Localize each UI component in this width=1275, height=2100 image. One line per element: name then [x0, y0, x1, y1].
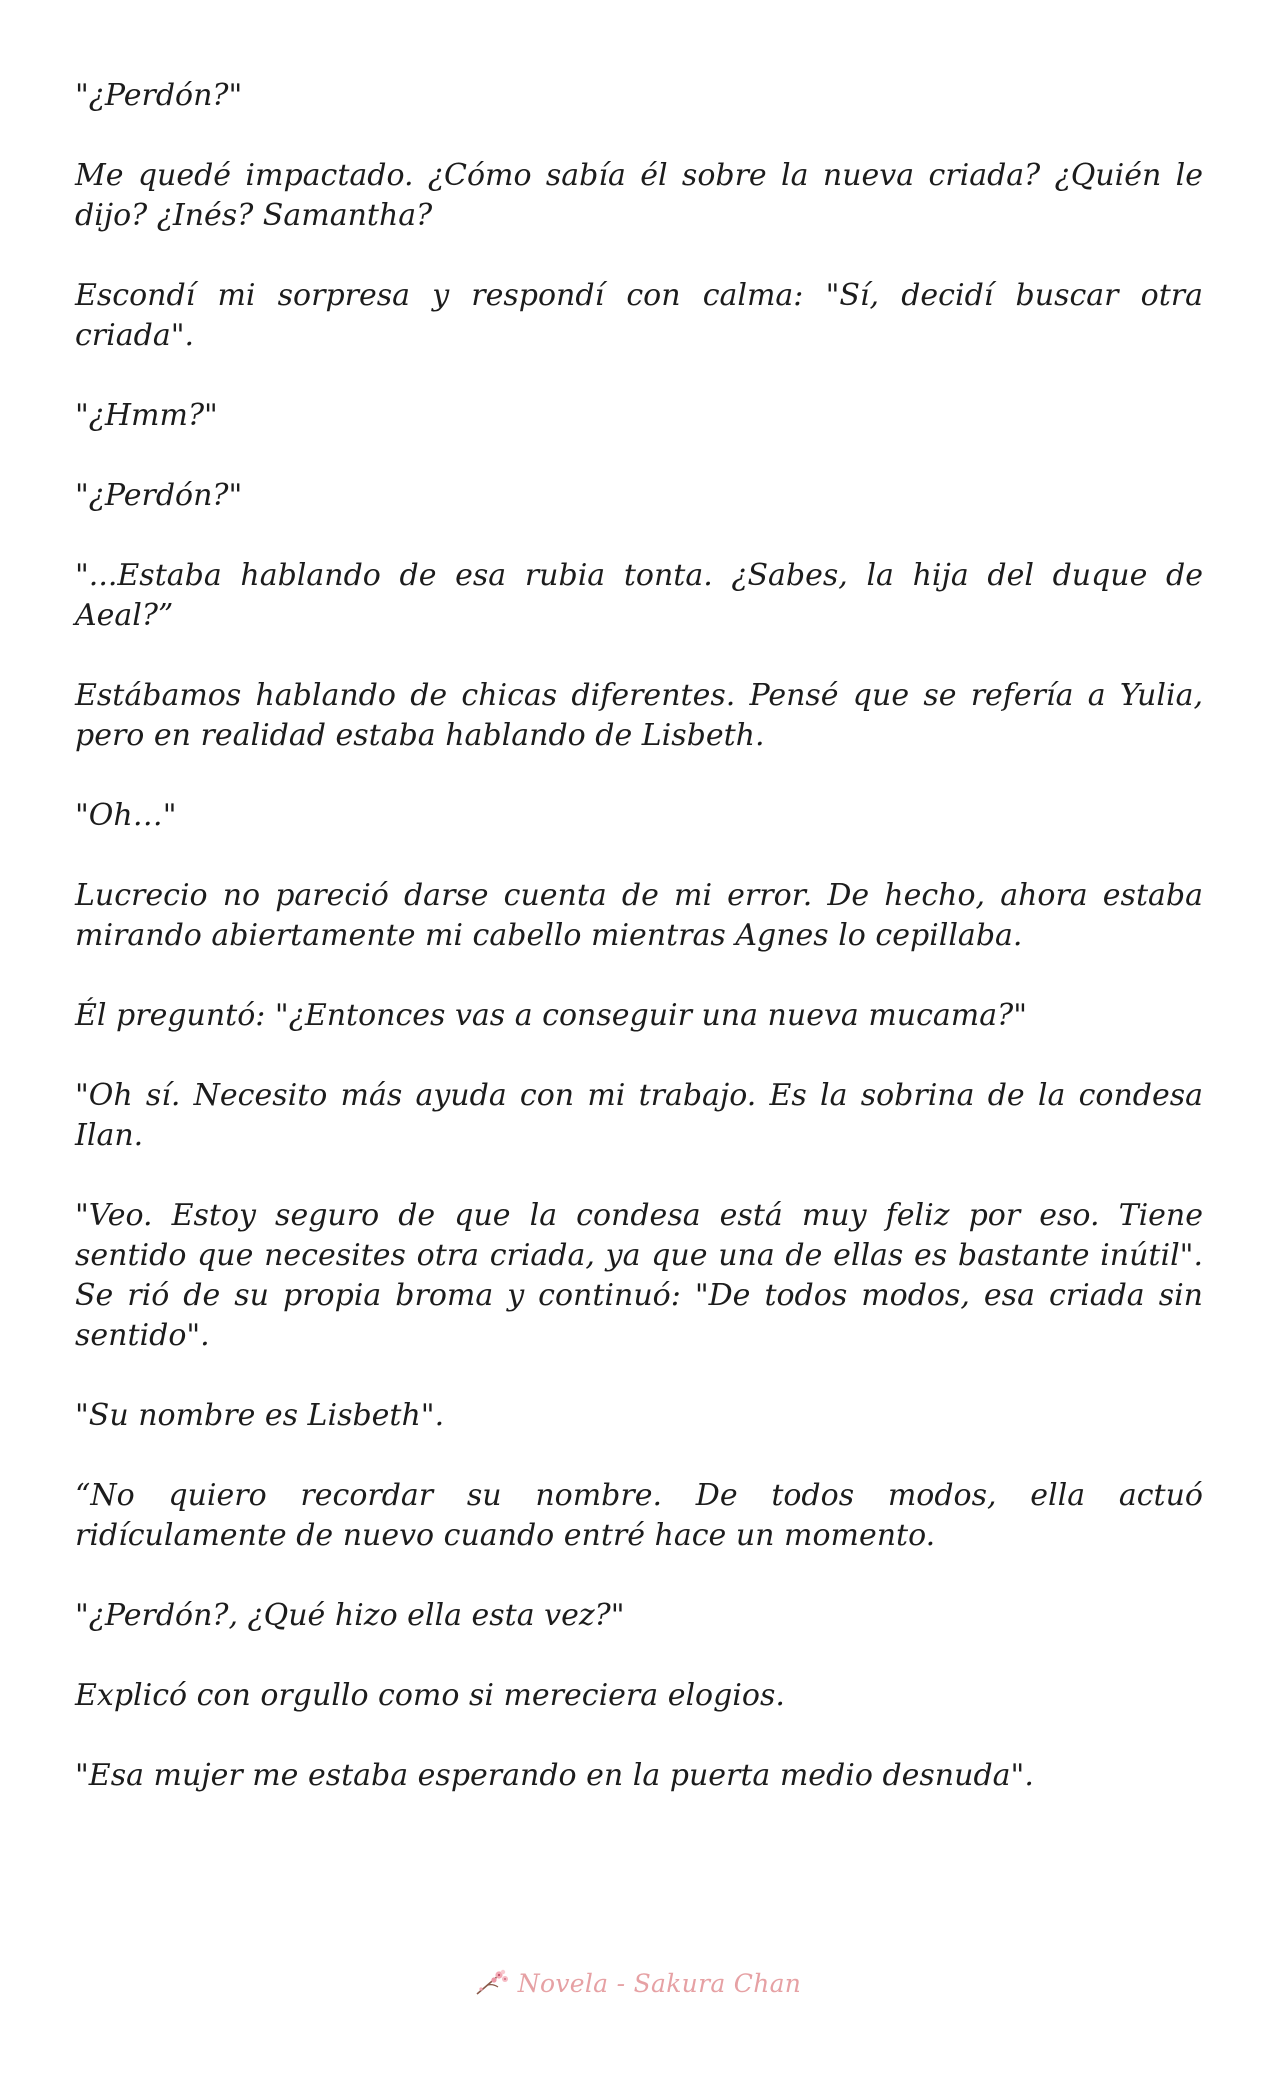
paragraph: "¿Hmm?": [75, 398, 218, 433]
paragraph: Escondí mi sorpresa y respondí con calma: "Sí, decidí buscar otra criada".: [75, 278, 1203, 353]
paragraph: "Oh sí. Necesito más ayuda con mi trabajo. Es la sobrina de la condesa Ilan.: [75, 1078, 1203, 1153]
paragraph: Me quedé impactado. ¿Cómo sabía él sobre la nueva criada? ¿Quién le dijo? ¿Inés? Samantha?: [75, 158, 1203, 233]
paragraph: "¿Perdón?": [75, 478, 243, 513]
paragraph: "Oh…": [75, 798, 177, 833]
document-body: [75, 76, 1203, 1836]
paragraph: "...Estaba hablando de esa rubia tonta. ¿Sabes, la hija del duque de Aeal?”: [75, 558, 1203, 633]
watermark-footer: [0, 1968, 1275, 1998]
paragraph: "¿Perdón?, ¿Qué hizo ella esta vez?": [75, 1598, 625, 1633]
paragraph: Estábamos hablando de chicas diferentes. Pensé que se refería a Yulia, pero en realidad estaba hablando de Lisbeth.: [75, 678, 1203, 753]
paragraph: "¿Perdón?": [75, 78, 243, 113]
sakura-blossom-icon: [474, 1968, 512, 1998]
paragraph: "Esa mujer me estaba esperando en la puerta medio desnuda".: [75, 1758, 1034, 1793]
paragraph: Lucrecio no pareció darse cuenta de mi error. De hecho, ahora estaba mirando abiertamente mi cabello mientras Agnes lo cepillaba.: [75, 878, 1203, 953]
paragraph: “No quiero recordar su nombre. De todos modos, ella actuó ridículamente de nuevo cuando entré hace un momento.: [75, 1478, 1203, 1553]
paragraph: "Su nombre es Lisbeth".: [75, 1398, 445, 1433]
paragraph: Explicó con orgullo como si mereciera elogios.: [75, 1678, 785, 1713]
watermark-text: Novela - Sakura Chan: [517, 1968, 802, 1998]
paragraph: Él preguntó: "¿Entonces vas a conseguir una nueva mucama?": [75, 998, 1027, 1033]
paragraph: "Veo. Estoy seguro de que la condesa está muy feliz por eso. Tiene sentido que necesites otra criada, ya que una de ellas es bastante inútil". Se rió de su propia broma y continuó: "De todos modos, esa criada sin sentido".: [75, 1198, 1203, 1353]
